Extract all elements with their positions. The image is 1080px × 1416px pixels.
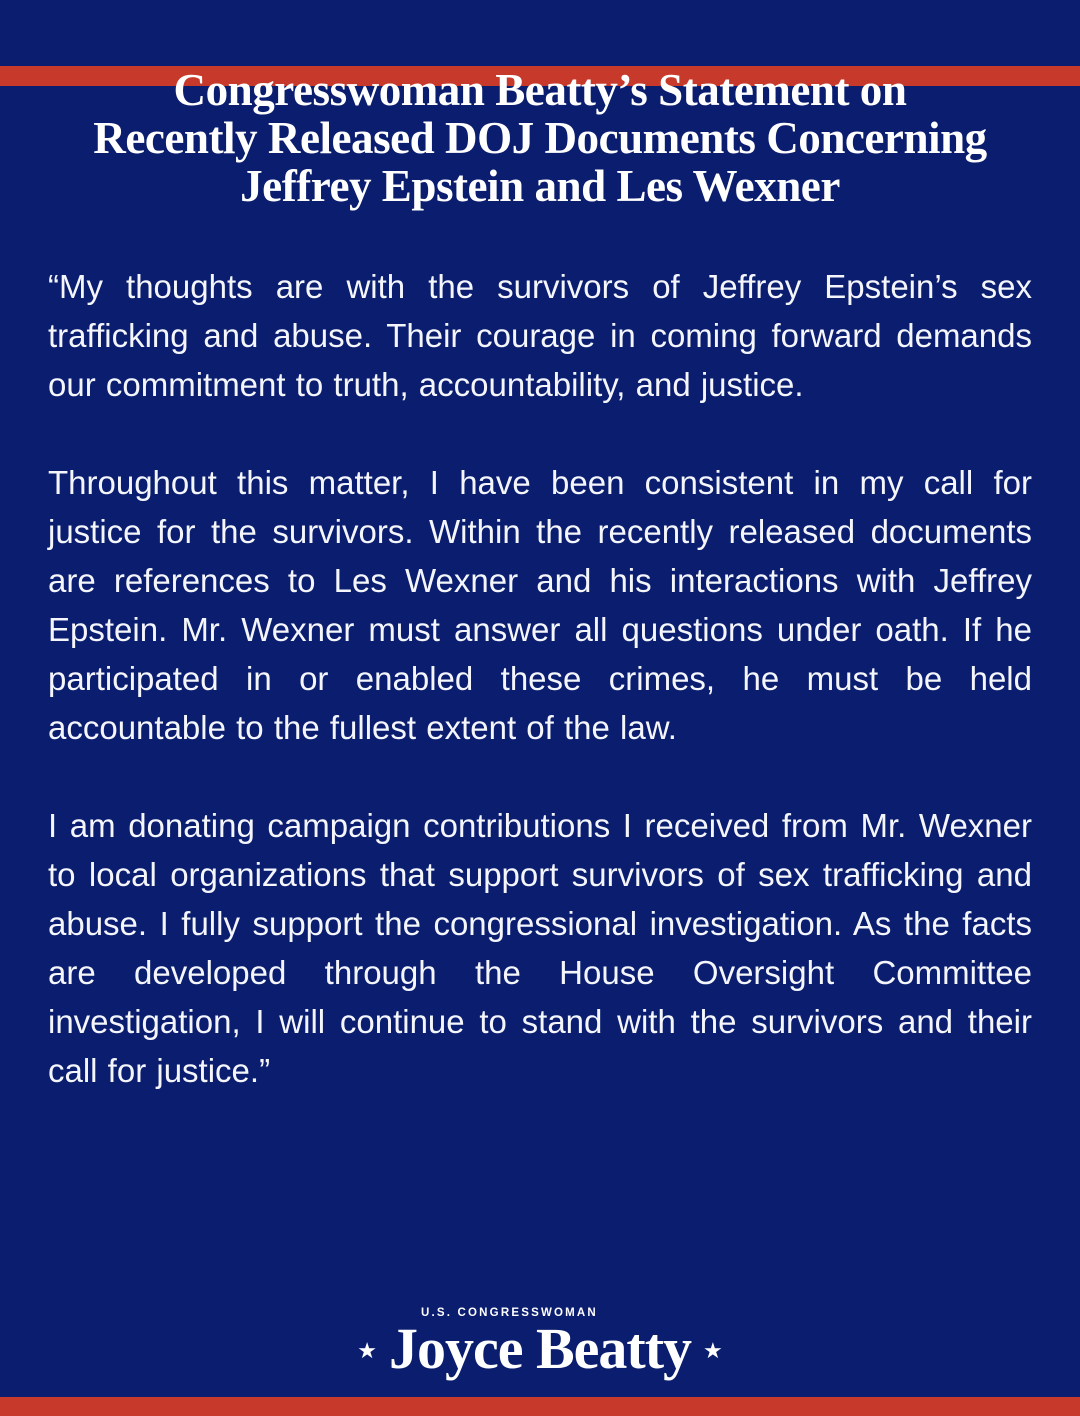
statement-paragraph-1: “My thoughts are with the survivors of Jeffrey Epstein’s sex trafficking and abuse. Their courage in coming forward demands our commitment to truth, accountability, and justice. — [48, 268, 1032, 403]
statement-body — [0, 262, 1080, 1095]
statement-paragraph-3: I am donating campaign contributions I received from Mr. Wexner to local organizations that support survivors of sex trafficking and abuse. I fully support the congressional investigation. As the facts are developed through the House Oversight Committee investigation, I will continue to stand with the survivors and their call for justice.” — [48, 807, 1032, 1089]
title-line-1: Congresswoman Beatty’s Statement on — [173, 64, 907, 115]
statement-graphic — [0, 66, 1080, 1416]
title-line-2: Recently Released DOJ Documents Concerning — [93, 112, 987, 163]
logo-wordmark-wrap — [388, 1307, 692, 1381]
statement-paragraph-2: Throughout this matter, I have been consistent in my call for justice for the survivors. Within the recently released documents are references to Les Wexner and his interactions with Jeffrey Epstein. Mr. Wexner must answer all questions under oath. If he participated in or enabled these crimes, he must be held accountable to the fullest extent of the law. — [48, 464, 1032, 746]
logo-wordmark: Joyce Beatty — [388, 1316, 692, 1381]
statement-title — [0, 66, 1080, 210]
logo-kicker: U.S. CONGRESSWOMAN — [420, 1307, 598, 1319]
star-icon: ★ — [357, 1338, 377, 1363]
title-line-3: Jeffrey Epstein and Les Wexner — [240, 160, 840, 211]
star-icon: ★ — [703, 1338, 723, 1363]
bottom-border-bar — [0, 1397, 1080, 1416]
joyce-beatty-logo — [0, 1307, 1080, 1381]
